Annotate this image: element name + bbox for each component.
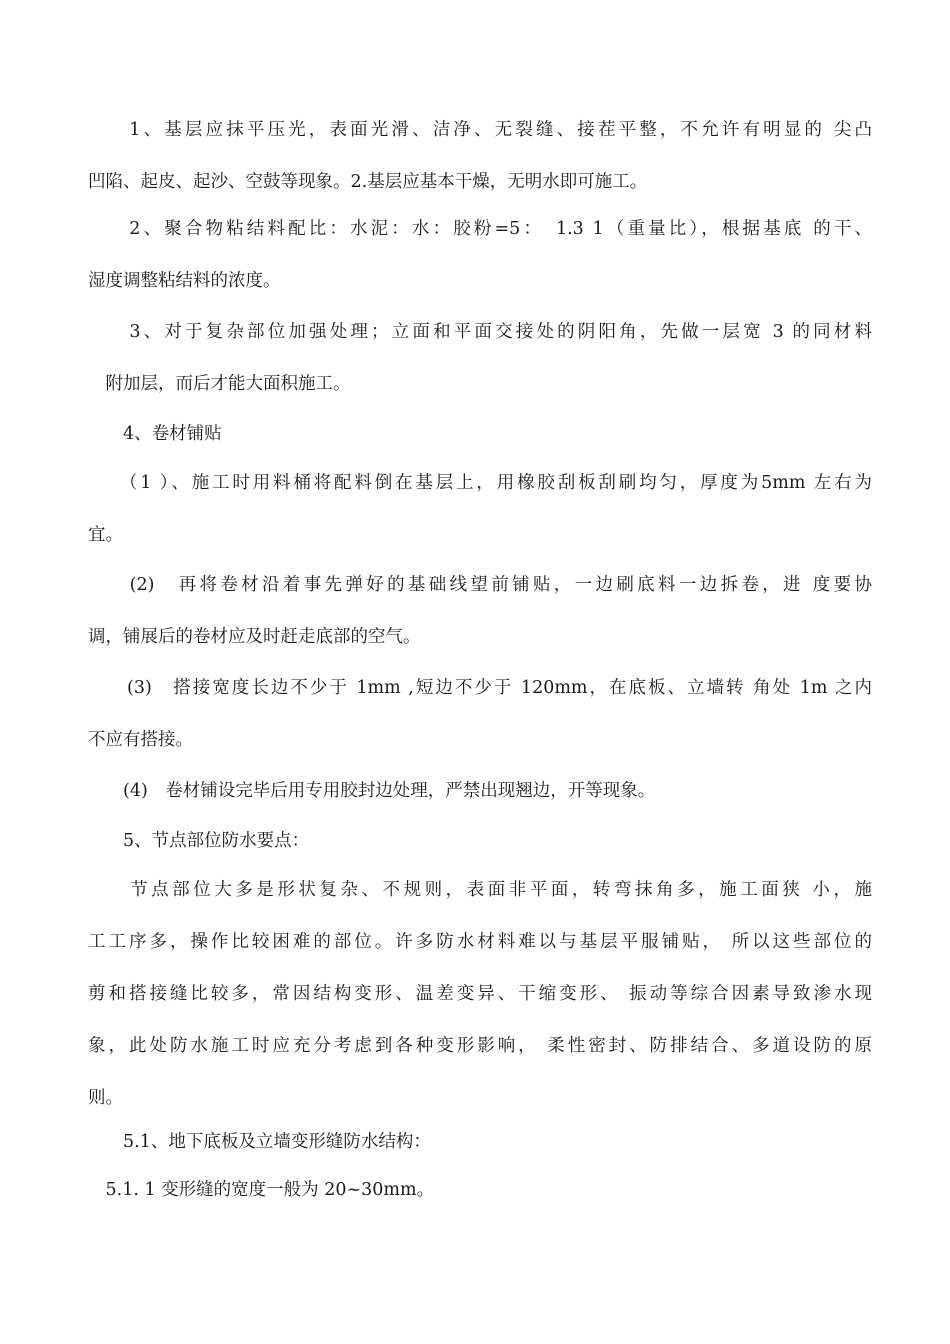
text-line: 宜。 bbox=[88, 525, 123, 545]
text-line: (3) 搭接宽度长边不少于 1mm ,短边不少于 120mm，在底板、立墙转 角处 1m 之内 bbox=[88, 678, 872, 698]
text-line: 湿度调整粘结料的浓度。 bbox=[88, 271, 281, 291]
text-line: 调，铺展后的卷材应及时赶走底部的空气。 bbox=[88, 627, 421, 647]
text-line: 凹陷、起皮、起沙、空鼓等现象。2.基层应基本干燥，无明水即可施工。 bbox=[88, 172, 648, 192]
paragraph-8 bbox=[88, 765, 872, 817]
paragraph-10 bbox=[88, 864, 872, 1124]
paragraph-1 bbox=[88, 104, 872, 208]
text-line: 1、基层应抹平压光，表面光滑、洁净、无裂缝、接茬平整，不允许有明显的 尖凸 bbox=[88, 120, 872, 140]
text-line: 附加层，而后才能大面积施工。 bbox=[88, 374, 351, 394]
text-line: 5.1、地下底板及立墙变形缝防水结构： bbox=[88, 1132, 431, 1152]
text-line: 2、聚合物粘结料配比：水泥：水：胶粉=5： 1.3 1（重量比），根据基底 的干、 bbox=[88, 219, 872, 239]
text-line: 则。 bbox=[88, 1088, 123, 1108]
text-line: 工工序多，操作比较困难的部位。许多防水材料难以与基层平服铺贴， 所以这些部位的 bbox=[88, 932, 872, 952]
text-line: 不应有搭接。 bbox=[88, 730, 193, 750]
paragraph-3 bbox=[88, 306, 872, 410]
paragraph-11-heading bbox=[88, 1116, 872, 1168]
paragraph-5 bbox=[88, 457, 872, 561]
text-line: 节点部位大多是形状复杂、不规则，表面非平面，转弯抹角多，施工面狭 小，施 bbox=[88, 880, 872, 900]
text-line: 5.1. 1 变形缝的宽度一般为 20~30mm。 bbox=[88, 1180, 435, 1200]
paragraph-4-heading bbox=[88, 408, 872, 460]
paragraph-2 bbox=[88, 203, 872, 307]
text-line: （1 ）、施工时用料桶将配料倒在基层上，用橡胶刮板刮刷均匀，厚度为5mm 左右为 bbox=[88, 473, 872, 493]
text-line: (4) 卷材铺设完毕后用专用胶封边处理，严禁出现翘边，开等现象。 bbox=[88, 781, 656, 801]
text-line: 4、卷材铺贴 bbox=[88, 424, 222, 444]
text-line: 5、节点部位防水要点： bbox=[88, 831, 310, 851]
paragraph-9-heading bbox=[88, 815, 872, 867]
text-line: 剪和搭接缝比较多，常因结构变形、温差变异、干缩变形、 振动等综合因素导致渗水现 bbox=[88, 984, 872, 1004]
paragraph-6 bbox=[88, 559, 872, 663]
text-line: (2) 再将卷材沿着事先弹好的基础线望前铺贴，一边刷底料一边拆卷，进 度要协 bbox=[88, 575, 872, 595]
text-line: 象，此处防水施工时应充分考虑到各种变形影响， 柔性密封、防排结合、多道设防的原 bbox=[88, 1036, 872, 1056]
paragraph-12 bbox=[88, 1164, 872, 1216]
text-line: 3、对于复杂部位加强处理；立面和平面交接处的阴阳角，先做一层宽 3 的同材料 bbox=[88, 322, 872, 342]
paragraph-7 bbox=[88, 662, 872, 766]
